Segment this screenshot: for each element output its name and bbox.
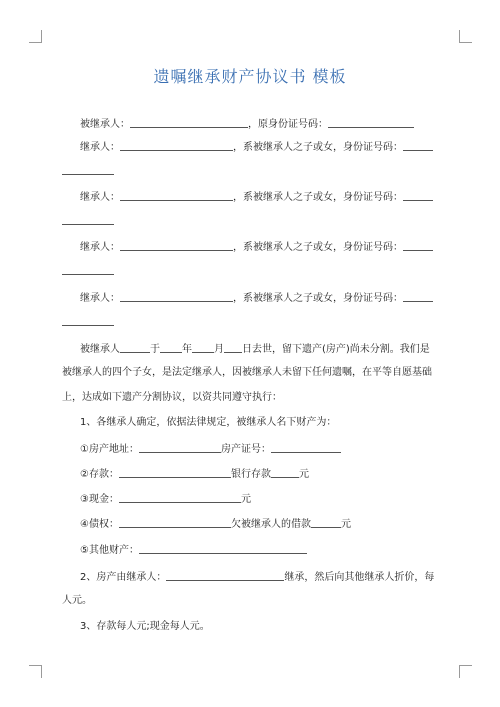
heir-label: 继承人： xyxy=(80,293,120,304)
day-blank[interactable] xyxy=(224,342,242,353)
testator-line xyxy=(80,117,414,131)
clause-2-line-2: 人元。 xyxy=(62,595,92,606)
heir-id-blank[interactable] xyxy=(403,240,433,251)
heir-relation: ，系被继承人之子或女，身份证号码： xyxy=(233,192,403,203)
intro-text: 月 xyxy=(214,344,224,355)
intro-text: 年 xyxy=(182,344,192,355)
testator-name-blank[interactable] xyxy=(130,117,248,128)
intro-text: 日去世，留下遗产(房产)尚未分割。我们是 xyxy=(242,344,430,355)
house-line xyxy=(80,442,341,456)
owed-label: 欠被继承人的借款 xyxy=(230,519,311,530)
credit-line xyxy=(80,517,351,531)
other-property-label: ⑤其他财产： xyxy=(80,545,139,556)
crop-mark-top-right xyxy=(459,30,472,43)
yuan-label: 元 xyxy=(240,494,251,505)
heir-id-blank-cont[interactable] xyxy=(62,214,114,225)
owed-blank[interactable] xyxy=(311,517,341,528)
testator-blank[interactable] xyxy=(120,342,150,353)
heir-id-blank-cont[interactable] xyxy=(62,264,114,275)
intro-line-2: 被继承人的四个子女，是法定继承人，因被继承人未留下任何遗嘱，在平等自愿基础 xyxy=(62,367,432,378)
heir-relation: ，系被继承人之子或女，身份证号码： xyxy=(233,142,403,153)
document-title: 遗嘱继承财产协议书 模板 xyxy=(153,67,347,86)
deposit-line xyxy=(80,467,309,481)
house-cert-label: 房产证号： xyxy=(220,444,271,455)
month-blank[interactable] xyxy=(192,342,214,353)
heir-label: 继承人： xyxy=(80,192,120,203)
yuan-label: 元 xyxy=(298,469,309,480)
testator-id-label: ，原身份证号码： xyxy=(248,119,328,130)
heir-name-blank[interactable] xyxy=(120,240,233,251)
intro-line-1 xyxy=(80,342,430,356)
heir-label: 继承人： xyxy=(80,142,120,153)
bank-deposit-blank[interactable] xyxy=(271,467,299,478)
intro-text: 被继承人 xyxy=(80,344,120,355)
credit-blank[interactable] xyxy=(119,517,231,528)
clause-2-line-1 xyxy=(80,570,434,584)
crop-mark-bottom-left xyxy=(29,665,42,678)
house-cert-blank[interactable] xyxy=(271,442,341,453)
intro-line-3: 上，达成如下遗产分割协议，以资共同遵守执行： xyxy=(62,392,282,403)
other-property-blank[interactable] xyxy=(139,543,307,554)
yuan-label: 元 xyxy=(340,519,351,530)
cash-label: ③现金： xyxy=(80,494,119,505)
heir-name-blank[interactable] xyxy=(120,190,233,201)
testator-label: 被继承人： xyxy=(80,119,130,130)
heir-id-blank-cont[interactable] xyxy=(62,315,114,326)
heir-name-blank[interactable] xyxy=(120,140,233,151)
heir-id-blank[interactable] xyxy=(403,190,433,201)
cash-line xyxy=(80,492,251,506)
clause-2-text: 2、房产由继承人： xyxy=(80,572,167,583)
clause-2-text: 继承，然后向其他继承人折价，每 xyxy=(284,572,435,583)
house-address-label: ①房产地址： xyxy=(80,444,139,455)
heir-name-blank[interactable] xyxy=(120,291,233,302)
testator-id-blank[interactable] xyxy=(328,117,414,128)
deposit-blank[interactable] xyxy=(119,467,231,478)
heir-relation: ，系被继承人之子或女，身份证号码： xyxy=(233,242,403,253)
heir-line-1 xyxy=(80,140,433,154)
crop-mark-bottom-right xyxy=(459,665,472,678)
deposit-label: ②存款： xyxy=(80,469,119,480)
heir-line-4 xyxy=(80,291,433,305)
heir-id-blank-cont[interactable] xyxy=(62,164,114,175)
heir-id-blank[interactable] xyxy=(403,140,433,151)
bank-deposit-label: 银行存款 xyxy=(230,469,271,480)
heir-line-2 xyxy=(80,190,433,204)
clause-1-heading: 1、各继承人确定，依据法律规定，被继承人名下财产为： xyxy=(80,417,337,428)
heir-id-blank[interactable] xyxy=(403,291,433,302)
year-blank[interactable] xyxy=(160,342,182,353)
clause-3: 3、存款每人元;现金每人元。 xyxy=(80,621,210,632)
intro-text: 于 xyxy=(150,344,160,355)
house-address-blank[interactable] xyxy=(139,442,221,453)
other-property-line xyxy=(80,543,307,557)
credit-label: ④债权： xyxy=(80,519,119,530)
heir-label: 继承人： xyxy=(80,242,120,253)
house-heir-blank[interactable] xyxy=(166,570,284,581)
heir-relation: ，系被继承人之子或女，身份证号码： xyxy=(233,293,403,304)
heir-line-3 xyxy=(80,240,433,254)
crop-mark-top-left xyxy=(29,30,42,43)
cash-blank[interactable] xyxy=(119,492,241,503)
